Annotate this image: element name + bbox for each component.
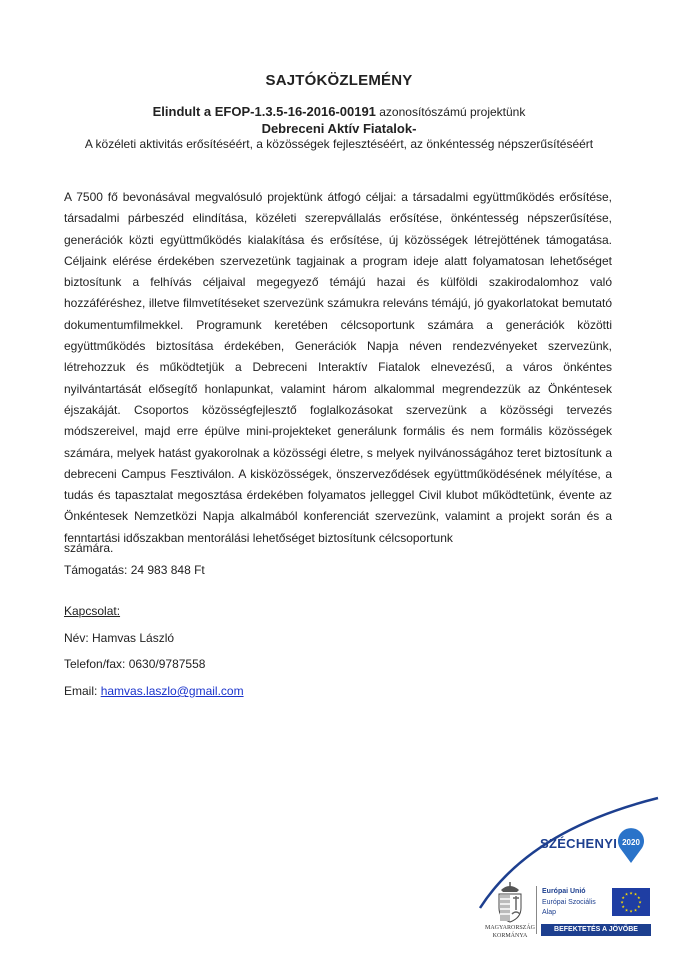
svg-text:★: ★	[624, 907, 629, 913]
hungarian-coat-of-arms-icon	[493, 880, 527, 924]
svg-text:★: ★	[621, 904, 625, 909]
svg-text:★: ★	[637, 904, 641, 909]
contact-label: Kapcsolat:	[64, 604, 121, 618]
eu-fund-label-1: Európai Szociális	[542, 899, 596, 906]
government-line-1: MAGYARORSZÁG	[484, 925, 535, 931]
eu-flag-icon	[612, 888, 650, 916]
government-line-2: KORMÁNYA	[492, 933, 528, 939]
support-amount: Támogatás: 24 983 848 Ft	[64, 563, 205, 577]
email-link[interactable]: hamvas.laszlo@gmail.com	[100, 684, 244, 698]
contact-phone: Telefon/fax: 0630/9787558	[64, 657, 206, 671]
eu-fund-label-2: Alap	[542, 909, 557, 916]
svg-text:★: ★	[638, 899, 642, 905]
press-release-title: SAJTÓKÖZLEMÉNY	[265, 72, 413, 89]
body-paragraph-tail: számára.	[64, 541, 114, 555]
svg-text:★: ★	[620, 899, 624, 905]
svg-text:★: ★	[633, 891, 638, 897]
project-tagline: A közéleti aktivitás erősítéséért, a közösségek fejlesztéséért, az önkéntesség népszerűsítéséért	[84, 137, 594, 151]
logo-divider	[536, 886, 537, 934]
contact-email	[64, 684, 244, 698]
project-code: Elindult a EFOP-1.3.5-16-2016-00191	[152, 104, 376, 119]
eu-banner: BEFEKTETÉS A JÖVŐBE	[541, 924, 651, 936]
svg-text:★: ★	[629, 890, 633, 896]
project-id-line	[0, 104, 678, 119]
svg-text:★: ★	[637, 895, 641, 900]
svg-text:★: ★	[633, 907, 638, 913]
project-name: Debreceni Aktív Fiatalok-	[261, 121, 417, 136]
body-paragraph: A 7500 fő bevonásával megvalósuló projektünk átfogó céljai: a társadalmi együttműködés erősítése, társadalmi párbeszéd elindítása, közéleti szerepvállalás erősítése, önkéntesség népszerűsítése, generációk közti együttműködés kialakítása és erősítése, új közösségek létrejöttének támogatása. Céljaink elérése érdekében szervezetünk tagjainak a program ideje alatt folyamatosan lehetőséget biztosítunk a felhívás céljaival megegyező témájú hazai és külföldi szakirodalomhoz való hozzáféréshez, illetve filmvetítéseket szervezünk számukra releváns témájú, jó gyakorlatokat bemutató dokumentumfilmekkel. Programunk keretében célcsoportunk számára a generációk közötti együttműködés biztosítása érdekében, Generációk Napja néven rendezvényeket szervezünk, létrehozzuk és működtetjük a Debreceni Interaktív Fiatalok elnevezésű, a város önkéntes nyilvántartását elősegítő honlapunkat, valamint három alkalommal megrendezzük az Önkéntesek éjszakáját. Csoportos közösségfejlesztő foglalkozásokat szervezünk a közösségi tervezés módszereivel, majd erre épülve mini-projekteket generálunk formális és nem formális közösségek számára, melyek hatást gyakorolnak a közösségi életre, s melyek nyilvánosságához teret biztosítunk a debreceni Campus Fesztiválon. A kisközösségek, önszerveződések együttműködésének mélyítése, a tudás és tapasztalat megosztása érdekében folyamatos jelleggel Civil klubot működtetünk, évente az Önkéntesek Nemzetközi Napja alkalmából konferenciát szervezünk, valamint a projekt során és a fenntartási időszakban mentorálási lehetőséget biztosítunk célcsoportunk	[64, 190, 612, 545]
szechenyi-year: 2020	[622, 838, 640, 847]
email-label: Email:	[64, 684, 101, 698]
svg-text:★: ★	[629, 908, 633, 914]
svg-text:★: ★	[621, 895, 625, 900]
svg-text:★: ★	[624, 891, 629, 897]
contact-name: Név: Hamvas László	[64, 631, 175, 645]
project-id-suffix: azonosítószámú projektünk	[375, 105, 526, 119]
szechenyi-logo-text: SZÉCHENYI	[540, 836, 618, 851]
eu-union-label: Európai Unió	[542, 888, 586, 895]
